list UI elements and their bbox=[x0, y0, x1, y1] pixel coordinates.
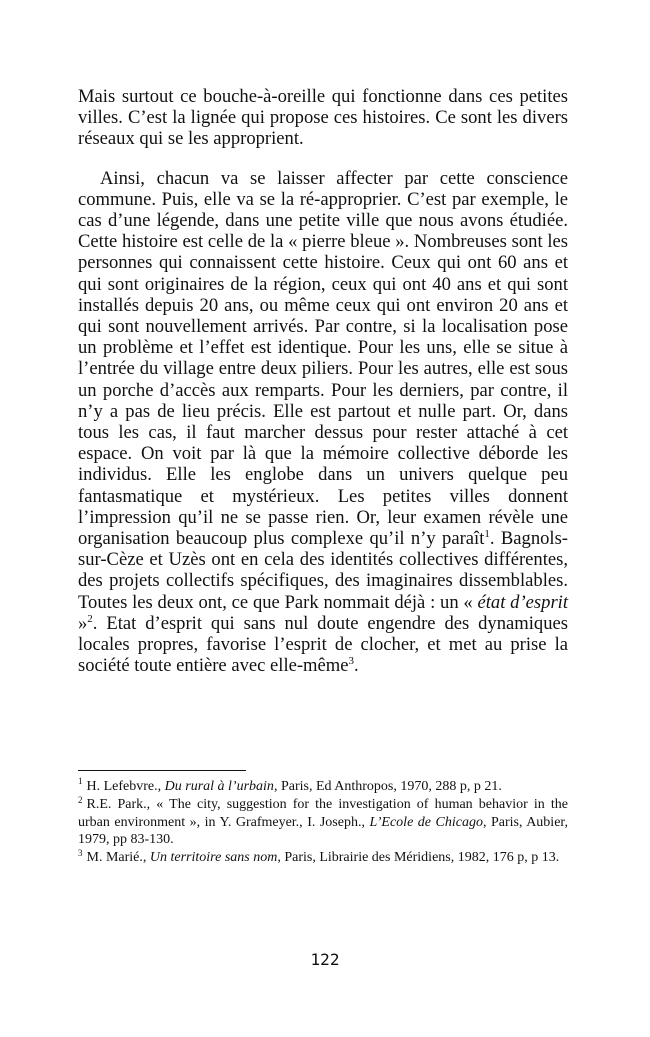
footnote-title: Un territoire sans nom bbox=[149, 850, 278, 866]
footnote-ref-1: 1 bbox=[484, 527, 490, 540]
footnote-divider bbox=[78, 770, 246, 771]
footnote-text: H. Lefebvre., bbox=[86, 779, 165, 794]
main-text bbox=[78, 86, 568, 676]
page-number: 122 bbox=[310, 950, 340, 969]
footnote-ref-2: 2 bbox=[87, 612, 93, 625]
footnote-title: L’Ecole de Chicago bbox=[369, 814, 483, 830]
footnote-text: , Paris, Librairie des Méridiens, 1982, 176 p, p 13. bbox=[277, 850, 560, 866]
footnote-1 bbox=[78, 778, 568, 795]
paragraph-2 bbox=[78, 168, 568, 677]
paragraph-2-part-4: . Etat d’esprit qui sans nul doute engendre des dynamiques locales propres, favorise l’esprit de clocher, et met au prise la société toute entière avec elle-même bbox=[78, 612, 568, 677]
footnote-3 bbox=[78, 849, 568, 866]
footnote-ref-3: 3 bbox=[348, 655, 354, 668]
paragraph-1: Mais surtout ce bouche-à-oreille qui fonctionne dans ces petites villes. C’est la lignée qui propose ces histoires. Ce sont les divers réseaux qui se les approprient. bbox=[78, 86, 568, 150]
paragraph-2-part-3: » bbox=[78, 612, 88, 634]
paragraph-2-part-2: . Bagnols-sur-Cèze et Uzès ont en cela des identités collectives différentes, des projets collectifs spécifiques, des imaginaires dissemblables. Toutes les deux ont, ce que Park nommait déjà : un « bbox=[78, 528, 569, 613]
footnote-2 bbox=[78, 796, 568, 848]
footnote-number: 1 bbox=[78, 776, 83, 787]
footnote-number: 3 bbox=[78, 847, 83, 858]
footnote-text: M. Marié., bbox=[86, 850, 150, 866]
paragraph-2-part-1: Ainsi, chacun va se laisser affecter par cette conscience commune. Puis, elle va se la ré-approprier. C’est par exemple, le cas d’une légende, dans une petite ville que nous avons étudiée. Cette histoire est celle de la « pierre bleue ». Nombreuses sont les personnes qui connaissent cette histoire. Ceux qui ont 60 ans et qui sont originaires de la région, ceux qui ont 40 ans et qui sont installés depuis 20 ans, ou même ceux qui ont environ 20 ans et qui sont nouvellement arrivés. Par contre, si la localisation pose un problème et l’effet est identique. Pour les uns, elle se situe à l’entrée du village entre deux piliers. Pour les autres, elle est sous un porche d’accès aux remparts. Pour les derniers, par contre, il n’y a pas de lieu précis. Elle est partout et nulle part. Or, dans tous les cas, il faut marcher dessus pour rester attaché à cet espace. On voit par là que la mémoire collective déborde les individus. Elle les englobe dans un univers quelque peu fantasmatique et mystérieux. Les petites villes donnent l’impression qu’il ne se passe rien. Or, leur examen révèle une organisation beaucoup plus complexe qu’il n’y paraît bbox=[78, 167, 568, 550]
footnote-text: , Paris, Ed Anthropos, 1970, 288 p, p 21. bbox=[273, 779, 502, 794]
italic-phrase: état d’esprit bbox=[477, 591, 569, 613]
footnotes bbox=[78, 778, 568, 867]
footnote-number: 2 bbox=[78, 794, 83, 805]
footnote-title: Du rural à l’urbain bbox=[164, 779, 274, 794]
footnote-text: , Paris, Aubier, 1979, pp 83-130. bbox=[78, 814, 569, 847]
footnote-text: R.E. Park., « The city, suggestion for the investigation of human behavior in the urban environment », in Y. Grafmeyer., I. Joseph., bbox=[78, 797, 568, 830]
paragraph-2-part-5: . bbox=[354, 655, 359, 677]
